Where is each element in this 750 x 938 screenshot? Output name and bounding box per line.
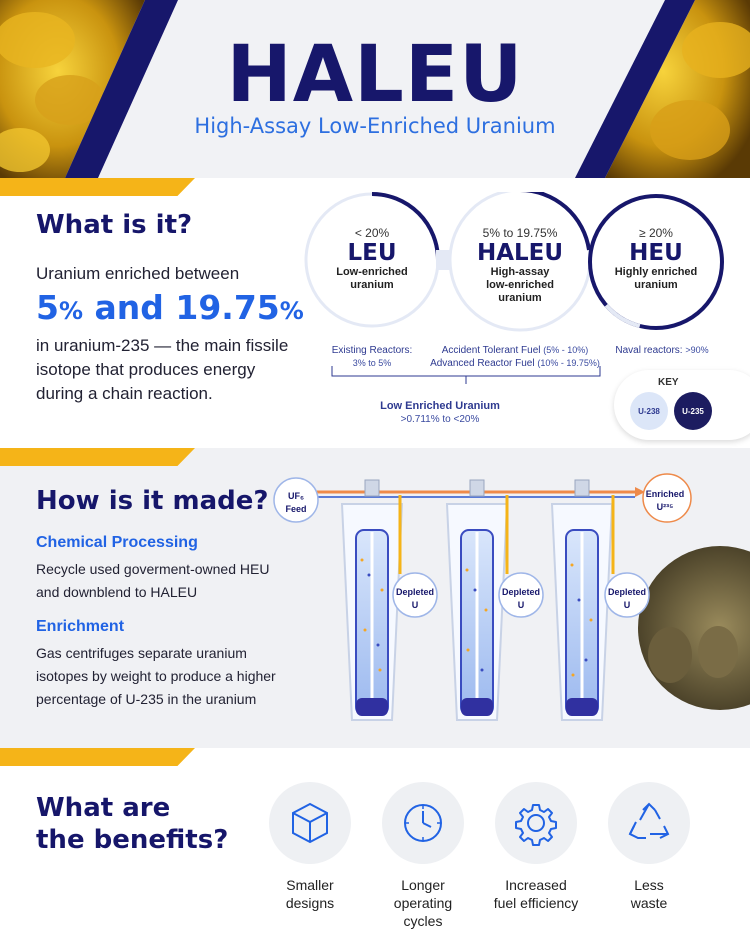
- benefit-label-2: operating: [393, 895, 453, 911]
- leu-range-value: >0.711% to <20%: [400, 414, 480, 425]
- section-tab: [0, 448, 195, 466]
- atf-value: (5% - 10%): [543, 345, 589, 355]
- gear-icon: [513, 800, 559, 846]
- benefit-smaller-designs: [255, 782, 365, 912]
- naval-label: Naval reactors:: [615, 345, 683, 356]
- section-what-is-it: [0, 178, 750, 448]
- enriched-label: [640, 488, 690, 514]
- enrichment-text: [36, 642, 306, 711]
- leu-range-label: Low Enriched Uranium: [380, 400, 500, 412]
- depleted-3-line-2: U: [623, 600, 631, 610]
- benefit-label-1: Longer: [401, 877, 445, 893]
- depleted-2-line-2: U: [517, 600, 525, 610]
- depleted-label-3: [605, 586, 649, 612]
- heu-desc-1: Highly enriched: [614, 266, 698, 278]
- heu-text: [594, 226, 718, 292]
- what-description: in uranium-235 — the main fissile isotope that produces energy during a chain reaction.: [36, 336, 289, 403]
- haleu-range: 5% to 19.75%: [482, 226, 558, 240]
- fuel-notes: [420, 344, 610, 370]
- benefit-fuel-efficiency: [481, 782, 591, 912]
- enrichment-range: [36, 288, 304, 327]
- header-banner: [0, 0, 750, 178]
- naval-value: >90%: [685, 345, 709, 355]
- uf6-label-1: UF₆: [287, 491, 305, 501]
- enrich-line-2: isotopes by weight to produce a higher: [36, 668, 276, 684]
- what-intro: Uranium enriched between: [36, 264, 240, 283]
- uf6-feed-label: [276, 490, 316, 516]
- heu-name: HEU: [629, 240, 683, 266]
- atf-label: Accident Tolerant Fuel: [441, 345, 541, 356]
- depleted-3-line-1: Depleted: [607, 587, 646, 597]
- section-tab: [0, 748, 195, 766]
- heu-desc-2: uranium: [634, 279, 678, 291]
- centrifuge-2: [447, 480, 507, 720]
- enrichment-photo: [638, 546, 750, 710]
- existing-reactors-note: [316, 344, 428, 370]
- page-title: HALEU: [226, 30, 524, 120]
- chem-processing-heading: Chemical Processing: [36, 534, 198, 551]
- page-subtitle: High-Assay Low-Enriched Uranium: [194, 114, 556, 138]
- existing-value: 3% to 5%: [352, 358, 392, 368]
- haleu-desc-1: High-assay: [490, 266, 550, 278]
- naval-note: [604, 344, 720, 357]
- heu-range: ≥ 20%: [639, 226, 673, 240]
- benefit-label-2: fuel efficiency: [493, 895, 579, 911]
- benefit-label-1: Less: [634, 877, 664, 893]
- benefit-icon-circle: [608, 782, 690, 864]
- percent-sign: %: [58, 297, 84, 325]
- leu-range: < 20%: [354, 226, 390, 240]
- what-heading: What is it?: [36, 210, 193, 240]
- u235-dot: U-235: [674, 392, 712, 430]
- benefit-label-2: waste: [630, 895, 668, 911]
- haleu-desc-3: uranium: [498, 292, 542, 304]
- arf-label: Advanced Reactor Fuel: [430, 358, 535, 369]
- enriched-line-2: U²³⁵: [656, 502, 674, 512]
- range-mid: and 19.75: [83, 288, 280, 327]
- depleted-2-line-1: Depleted: [501, 587, 540, 597]
- how-heading: How is it made?: [36, 486, 269, 516]
- chem-line-1: Recycle used goverment-owned HEU: [36, 561, 270, 577]
- clock-icon: [400, 800, 446, 846]
- centrifuge-3: [552, 480, 613, 720]
- benefit-less-waste: [594, 782, 704, 912]
- arf-value: (10% - 19.75%): [537, 358, 600, 368]
- leu-name: LEU: [347, 240, 397, 266]
- section-tab: [0, 178, 195, 196]
- depleted-label-1: [393, 586, 437, 612]
- benefit-longer-cycles: [368, 782, 478, 930]
- uf6-label-2: Feed: [285, 504, 307, 514]
- leu-desc-2: uranium: [350, 279, 394, 291]
- enrich-line-3: percentage of U-235 in the uranium: [36, 691, 257, 707]
- section-benefits: [0, 748, 750, 938]
- chem-line-2: and downblend to HALEU: [36, 584, 198, 600]
- haleu-desc-2: low-enriched: [486, 279, 554, 291]
- key-legend: [614, 370, 750, 440]
- haleu-text: [450, 226, 590, 305]
- leu-range-note: [360, 400, 520, 426]
- benefits-heading: [36, 792, 228, 856]
- depleted-1-line-1: Depleted: [395, 587, 434, 597]
- benefit-icon-circle: [495, 782, 577, 864]
- existing-label: Existing Reactors:: [331, 345, 413, 356]
- depleted-label-2: [499, 586, 543, 612]
- enrichment-heading: Enrichment: [36, 618, 125, 635]
- benefits-heading-1: What are: [36, 793, 171, 823]
- recycle-icon: [626, 800, 672, 846]
- benefit-label-3: cycles: [403, 913, 443, 929]
- u238-dot: U-238: [630, 392, 668, 430]
- chem-text: [36, 558, 296, 604]
- range-low: 5: [36, 288, 59, 327]
- depleted-1-line-2: U: [411, 600, 419, 610]
- benefit-icon-circle: [269, 782, 351, 864]
- leu-text: [312, 226, 432, 292]
- enriched-line-1: Enriched: [645, 489, 685, 499]
- benefit-label-2: designs: [285, 895, 335, 911]
- benefit-label-1: Increased: [505, 877, 567, 893]
- leu-desc-1: Low-enriched: [336, 266, 408, 278]
- section-how-is-it-made: [0, 448, 750, 748]
- percent-sign: %: [279, 297, 304, 325]
- cube-icon: [287, 800, 333, 846]
- benefits-heading-2: the benefits?: [36, 825, 229, 855]
- haleu-name: HALEU: [476, 240, 564, 266]
- key-title: KEY: [658, 377, 679, 388]
- benefit-icon-circle: [382, 782, 464, 864]
- benefit-label-1: Smaller: [286, 877, 334, 893]
- enrich-line-1: Gas centrifuges separate uranium: [36, 645, 247, 661]
